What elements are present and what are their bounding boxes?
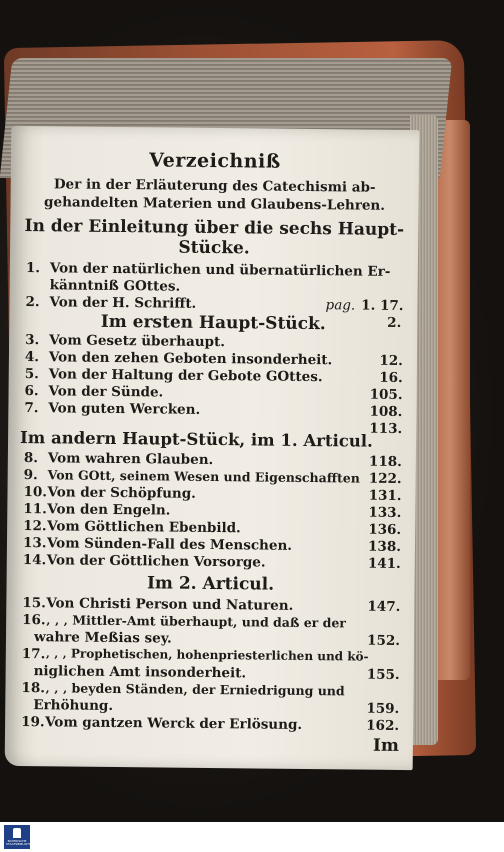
section-heading-1: Im ersten Haupt-Stück. — [100, 311, 326, 335]
book-page — [5, 126, 420, 770]
page-ref-113: 113. — [369, 420, 403, 437]
section-heading-3: Im 2. Articul. — [146, 573, 275, 595]
intro-section-heading-1: In der Einleitung über die sechs Haupt- — [24, 216, 405, 240]
toc-entry: 1. Von der natürlichen und übernatürlichen Er- — [25, 260, 391, 280]
viewer-footer — [0, 822, 504, 852]
toc-entry: 2. Von der H. Schrifft. pag. 1. 17. — [25, 294, 404, 314]
toc-entry: 14. Von der Göttlichen Vorsorge. 141. — [22, 552, 401, 572]
toc-entry: 8. Vom wahren Glauben. 118. — [23, 450, 402, 470]
toc-entry-continued: niglichen Amt insonderheit. — [33, 663, 247, 682]
page-heading: Verzeichniß — [149, 149, 281, 173]
toc-entry: 19. Vom gantzen Werck der Erlösung. 162. — [21, 714, 400, 734]
toc-entry: 18. ‚ ‚ ‚ beyden Ständen, der Erniedrigung und — [21, 680, 345, 699]
toc-entry: 3. Vom Gesetz überhaupt. — [25, 332, 226, 351]
toc-entry: 16. ‚ ‚ ‚ Mittler-Amt überhaupt, und daß er der — [22, 612, 347, 631]
subheading-line-2: gehandelten Materien und Glaubens-Lehren. — [44, 194, 386, 214]
toc-entry: 12. Vom Göttlichen Ebenbild. 136. — [23, 518, 402, 538]
page-ref: 155. — [366, 666, 400, 683]
toc-entry: känntniß GOttes. — [49, 277, 181, 295]
page-ref: 159. — [366, 700, 400, 717]
toc-entry-continued: Erhöhung. — [33, 697, 114, 714]
toc-entry: 13. Vom Sünden-Fall des Menschen. 138. — [22, 535, 402, 555]
section-heading-2: Im andern Haupt-Stück, im 1. Articul. — [20, 427, 373, 451]
page-ref: 152. — [367, 632, 401, 649]
toc-entry: 15. Von Christi Person und Naturen. 147. — [22, 595, 401, 615]
catchword: Im — [372, 735, 399, 756]
toc-entry: 17. ‚ ‚ ‚ Prophetischen, hohenpriesterlichen und kö- — [21, 646, 369, 664]
toc-entry: 7. Von guten Wercken. 108. — [24, 400, 403, 420]
building-icon — [13, 828, 21, 838]
toc-entry: 6. Von der Sünde. 105. — [24, 383, 403, 403]
library-logo-text: BAYERISCHE STAATSBIBLIOTHEK — [6, 839, 36, 846]
toc-entry-continued: wahre Meßias sey. — [33, 629, 172, 647]
toc-entry: 10. Von der Schöpfung. 131. — [23, 484, 402, 504]
intro-section-heading-2: Stücke. — [178, 237, 250, 259]
toc-entry: 11. Von den Engeln. 133. — [23, 501, 402, 521]
toc-entry: 9. Von GOtt, seinem Wesen und Eigenschafften 122. — [23, 467, 402, 487]
library-logo-icon[interactable] — [4, 825, 36, 849]
subheading-line-1: Der in der Erläuterung des Catechismi ab- — [53, 176, 376, 196]
page-ref-2: 2. — [387, 314, 402, 331]
toc-entry: 4. Von den zehen Geboten insonderheit. 12. — [24, 349, 404, 369]
toc-entry: 5. Von der Haltung der Gebote GOttes. 16. — [24, 366, 403, 386]
